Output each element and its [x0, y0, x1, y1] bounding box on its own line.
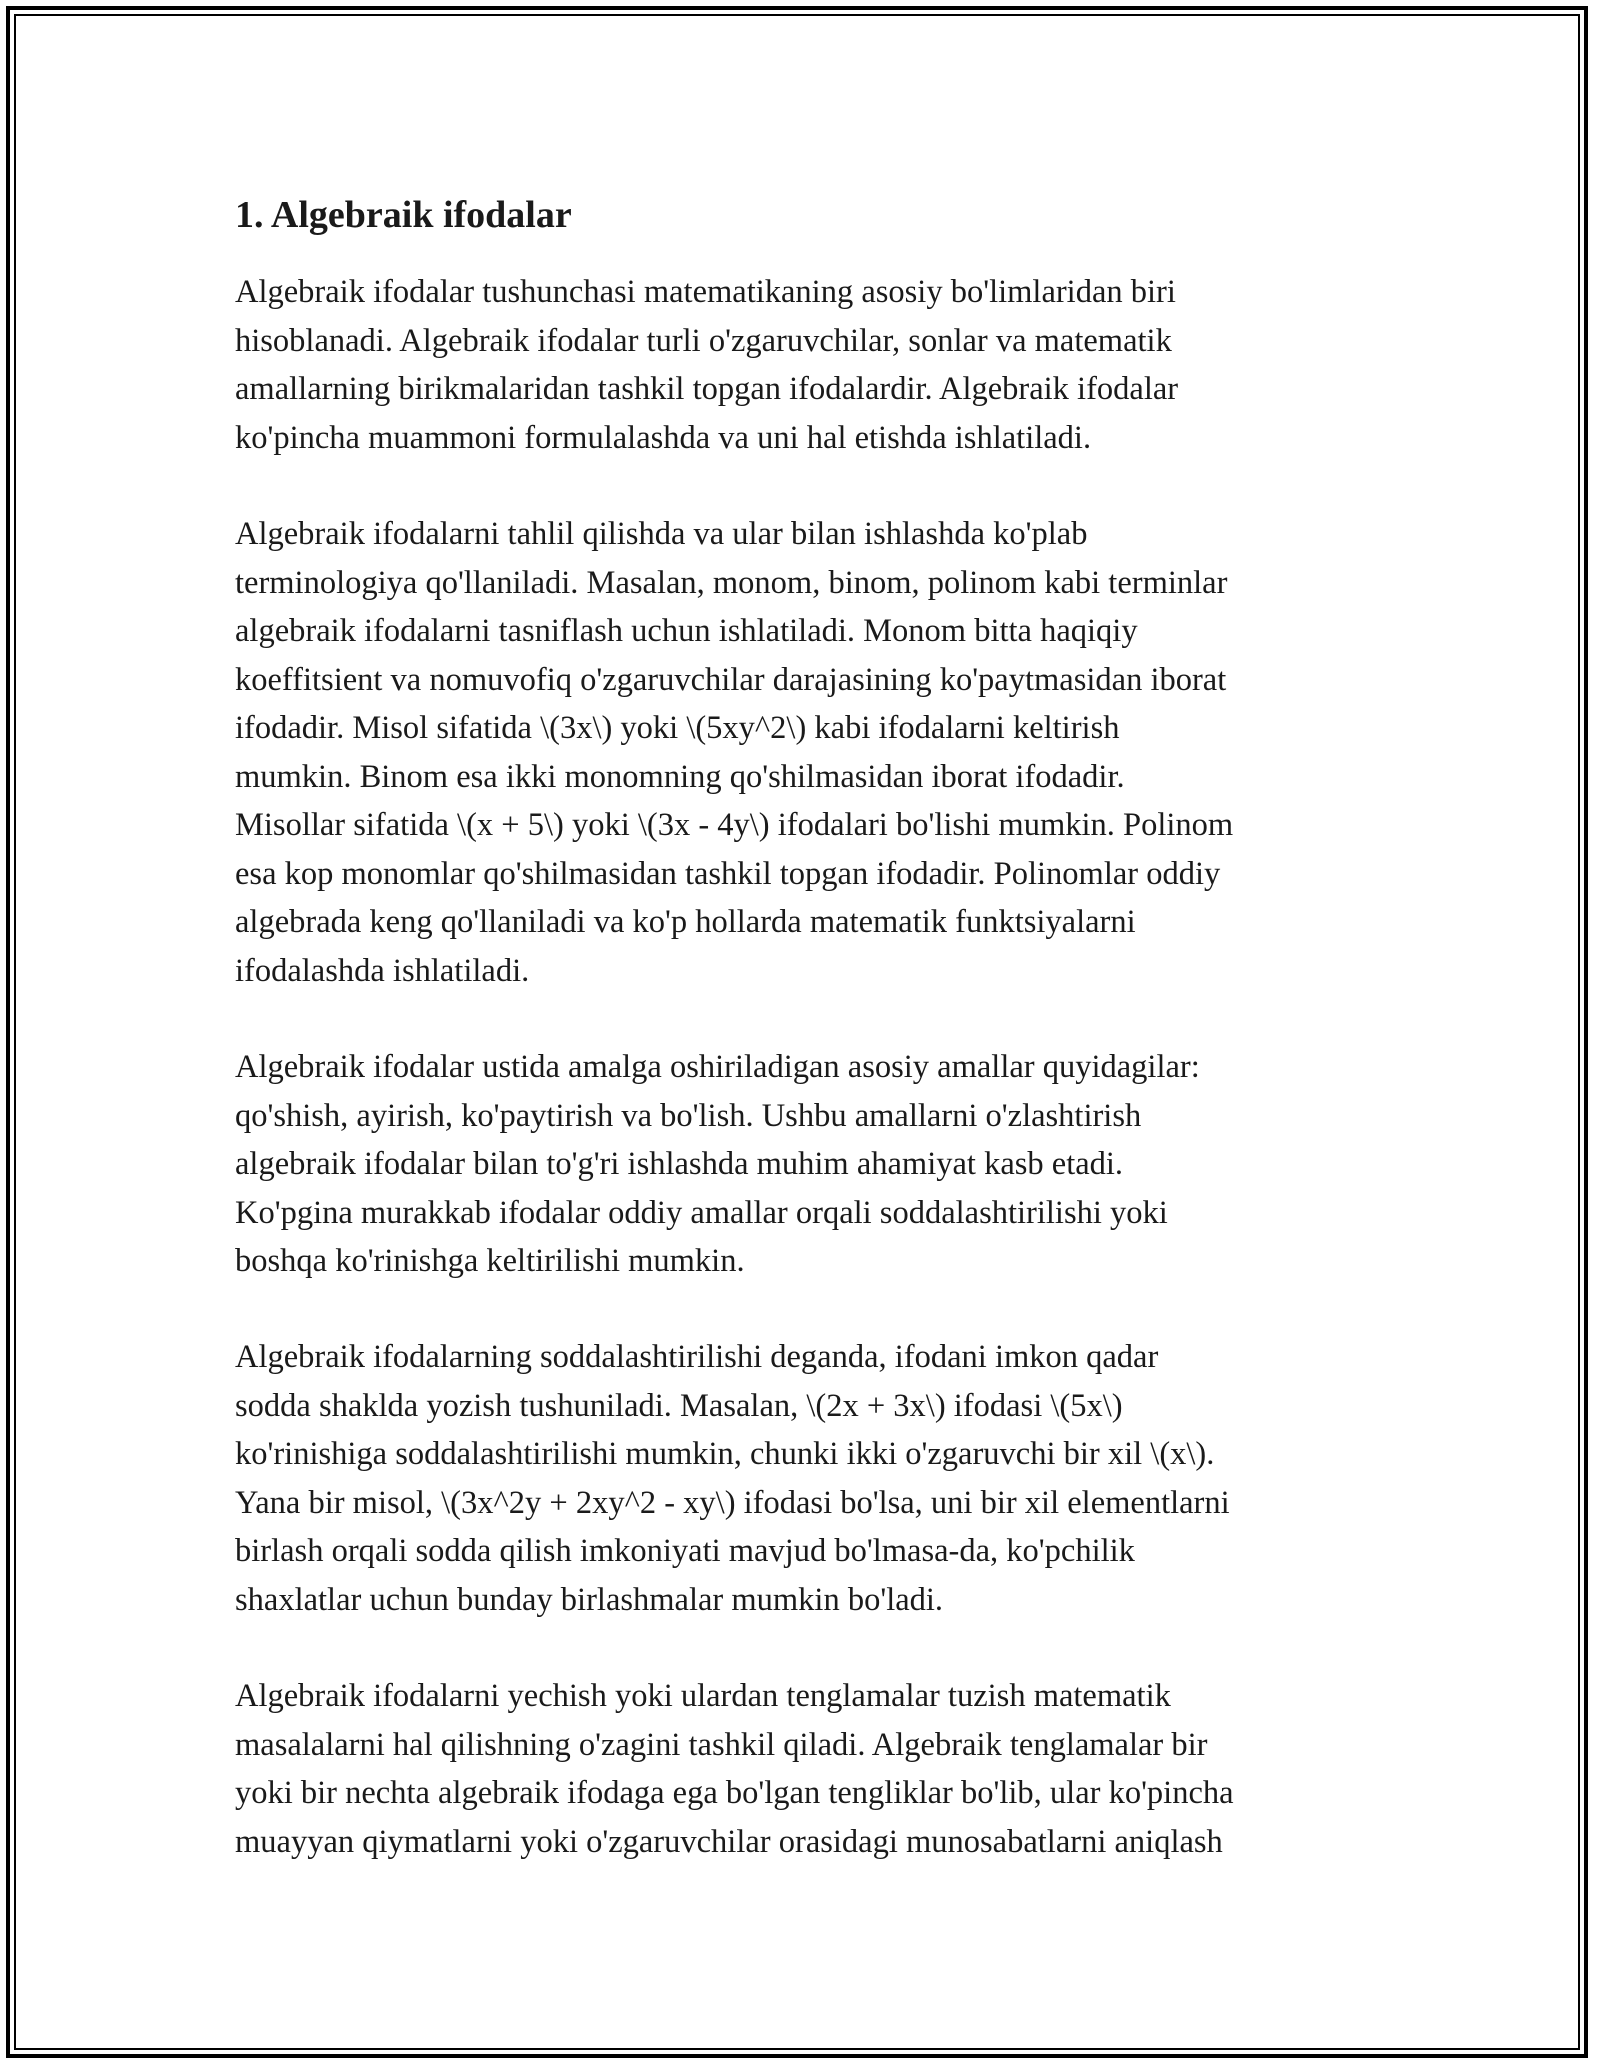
- section-heading: 1. Algebraik ifodalar: [235, 194, 572, 236]
- paragraph-terminology: Algebraik ifodalarni tahlil qilishda va ular bilan ishlashda ko'plab terminologiya qo'llaniladi. Masalan, monom, binom, polinom kabi terminlar algebraik ifodalarni tasniflash uchun ishlatiladi. Monom bitta haqiqiy koeffitsient va nomuvofiq o'zgaruvchilar darajasining ko'paytmasidan iborat ifodadir. Misol sifatida \(3x\) yoki \(5xy^2\) kabi ifodalarni keltirish mumkin. Binom esa ikki monomning qo'shilmasidan iborat ifodadir. Misollar sifatida \(x + 5\) yoki \(3x - 4y\) ifodalari bo'lishi mumkin. Polinom esa kop monomlar qo'shilmasidan tashkil topgan ifodadir. Polinomlar oddiy algebrada keng qo'llaniladi va ko'p hollarda matematik funktsiyalarni ifodalashda ishlatiladi.: [235, 516, 1234, 989]
- paragraph-intro: Algebraik ifodalar tushunchasi matematikaning asosiy bo'limlaridan biri hisoblanadi. Algebraik ifodalar turli o'zgaruvchilar, sonlar va matematik amallarning birikmalaridan tashkil topgan ifodalardir. Algebraik ifodalar ko'pincha muammoni formulalashda va uni hal etishda ishlatiladi.: [235, 274, 1179, 456]
- paragraph-operations: Algebraik ifodalar ustida amalga oshiriladigan asosiy amallar quyidagilar: qo'shish, ayirish, ko'paytirish va bo'lish. Ushbu amallarni o'zlashtirish algebraik ifodalar bilan to'g'ri ishlashda muhim ahamiyat kasb etadi. Ko'pgina murakkab ifodalar oddiy amallar orqali soddalashtirilishi yoki boshqa ko'rinishga keltirilishi mumkin.: [235, 1049, 1200, 1279]
- paragraph-simplification: Algebraik ifodalarning soddalashtirilishi deganda, ifodani imkon qadar sodda shaklda yozish tushuniladi. Masalan, \(2x + 3x\) ifodasi \(5x\) ko'rinishiga soddalashtirilishi mumkin, chunki ikki o'zgaruvchi bir xil \(x\). Yana bir misol, \(3x^2y + 2xy^2 - xy\) ifodasi bo'lsa, uni bir xil elementlarni birlash orqali sodda qilish imkoniyati mavjud bo'lmasa-da, ko'pchilik shaxlatlar uchun bunday birlashmalar mumkin bo'ladi.: [235, 1339, 1230, 1618]
- paragraph-equations: Algebraik ifodalarni yechish yoki ulardan tenglamalar tuzish matematik masalalarni hal qilishning o'zagini tashkil qiladi. Algebraik tenglamalar bir yoki bir nechta algebraik ifodaga ega bo'lgan tengliklar bo'lib, ular ko'pincha muayyan qiymatlarni yoki o'zgaruvchilar orasidagi munosabatlarni aniqlash: [235, 1678, 1234, 1860]
